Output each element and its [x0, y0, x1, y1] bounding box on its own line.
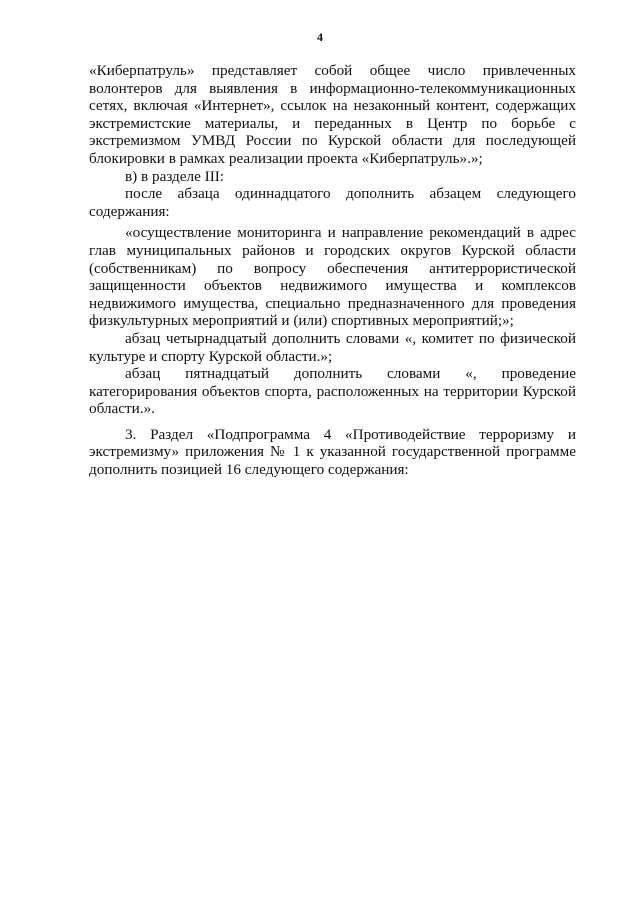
paragraph-item-3: 3. Раздел «Подпрограмма 4 «Противодействие терроризму и экстремизму» приложения № 1 к указанной государственной программе дополнить позицией 16 следующего содержания: — [89, 425, 576, 479]
paragraph-section-iii: в) в разделе III: — [125, 167, 225, 185]
paragraph-after-eleventh: после абзаца одиннадцатого дополнить абзацем следующего содержания: — [89, 185, 576, 220]
paragraph-monitoring: «осуществление мониторинга и направление рекомендаций в адрес глав муниципальных районов и городских округов Курской области (собственникам) по вопросу обеспечения антитеррористической защищенности объектов недвижимого имущества и комплексов недвижимого имущества, специально предназначенного для проведения физкультурных мероприятий и (или) спортивных мероприятий;»; — [89, 224, 576, 330]
page-number: 4 — [317, 30, 323, 44]
paragraph-fifteenth: абзац пятнадцатый дополнить словами «, проведение категорирования объектов спорта, расположенных на территории Курской области.». — [89, 365, 576, 418]
document-body — [89, 62, 576, 479]
paragraph-kiberpatrul-definition: «Киберпатруль» представляет собой общее число привлеченных волонтеров для выявления в информационно-телекоммуникационных сетях, включая «Интернет», ссылок на незаконный контент, содержащих экстремистские материалы, и переданных в Центр по борьбе с экстремизмом УМВД России по Курской области для последующей блокировки в рамках реализации проекта «Киберпатруль».»; — [89, 62, 576, 167]
paragraph-fourteenth: абзац четырнадцатый дополнить словами «, комитет по физической культуре и спорту Курской области.»; — [89, 329, 576, 365]
